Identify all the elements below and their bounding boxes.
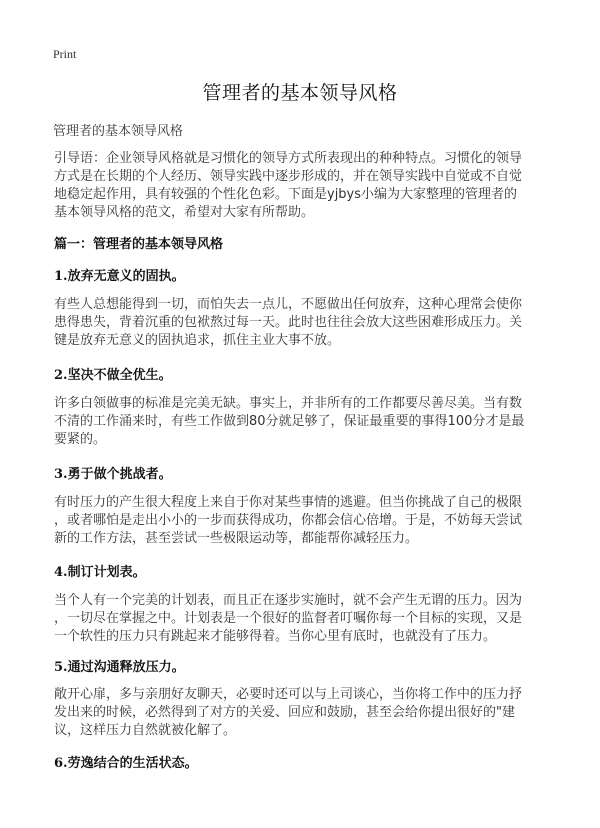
paragraph-line: 发出来的时候，必然得到了对方的关爱、回应和鼓励，甚至会给你提出很好的"建	[54, 705, 515, 720]
paragraph-line: 有时压力的产生很大程度上来自于你对某些事情的逃避。但当你挑战了自己的极限	[54, 495, 523, 510]
item-heading-6: 6.劳逸结合的生活状态。	[54, 756, 198, 771]
item-heading-4: 4.制订计划表。	[54, 565, 146, 580]
paragraph-line: 要紧的。	[54, 432, 107, 447]
item-heading-3: 3.勇于做个挑战者。	[54, 467, 172, 482]
paragraph-line: 敞开心扉，多与亲朋好友聊天，必要时还可以与上司谈心，当你将工作中的压力抒	[54, 687, 523, 702]
section-heading: 篇一：管理者的基本领导风格	[54, 237, 224, 252]
paragraph-line: 议，这样压力自然就被化解了。	[54, 723, 237, 738]
item-paragraph-5	[54, 686, 554, 740]
intro-line: 基本领导风格的范文，希望对大家有所帮助。	[54, 205, 315, 220]
intro-line: 方式是在长期的个人经历、领导实践中逐步形成的，并在领导实践中自觉或不自觉	[54, 169, 523, 184]
print-label: Print	[53, 47, 77, 61]
item-paragraph-4	[54, 592, 554, 646]
paragraph-line: 当个人有一个完美的计划表，而且正在逐步实施时，就不会产生无谓的压力。因为	[54, 593, 523, 608]
item-paragraph-1	[54, 296, 554, 350]
paragraph-line: 患得患失，背着沉重的包袱熬过每一天。此时也往往会放大这些困难形成压力。关	[54, 315, 523, 330]
item-heading-2: 2.坚决不做全优生。	[54, 368, 172, 383]
document-subtitle: 管理者的基本领导风格	[53, 124, 184, 139]
item-heading-1: 1.放弃无意义的固执。	[54, 269, 185, 284]
document-title: 管理者的基本领导风格	[202, 82, 398, 104]
item-heading-5: 5.通过沟通释放压力。	[54, 660, 185, 675]
paragraph-line: 键是放弃无意义的固执追求，抓住主业大事不放。	[54, 333, 341, 348]
item-paragraph-3	[54, 494, 554, 548]
intro-line: 地稳定起作用，具有较强的个性化色彩。下面是yjbys小编为大家整理的管理者的	[54, 187, 518, 202]
item-paragraph-2	[54, 395, 554, 449]
intro-line: 引导语：企业领导风格就是习惯化的领导方式所表现出的种种特点。习惯化的领导	[54, 151, 523, 166]
paragraph-line: 许多白领做事的标准是完美无缺。事实上，并非所有的工作都要尽善尽美。当有数	[54, 396, 523, 411]
intro-paragraph	[54, 150, 554, 222]
paragraph-line: 一个软性的压力只有跳起来才能够得着。当你心里有底时，也就没有了压力。	[54, 629, 497, 644]
paragraph-line: 有些人总想能得到一切，而怕失去一点儿，不愿做出任何放弃，这种心理常会使你	[54, 297, 523, 312]
paragraph-line: ，或者哪怕是走出小小的一步而获得成功，你都会信心倍增。于是，不妨每天尝试	[54, 513, 523, 528]
paragraph-line: 不清的工作涌来时，有些工作做到80分就足够了，保证最重要的事得100分才是最	[54, 414, 525, 429]
paragraph-line: 新的工作方法，甚至尝试一些极限运动等，都能帮你减轻压力。	[54, 531, 419, 546]
paragraph-line: ，一切尽在掌握之中。计划表是一个很好的监督者叮嘱你每一个目标的实现，又是	[54, 611, 523, 626]
